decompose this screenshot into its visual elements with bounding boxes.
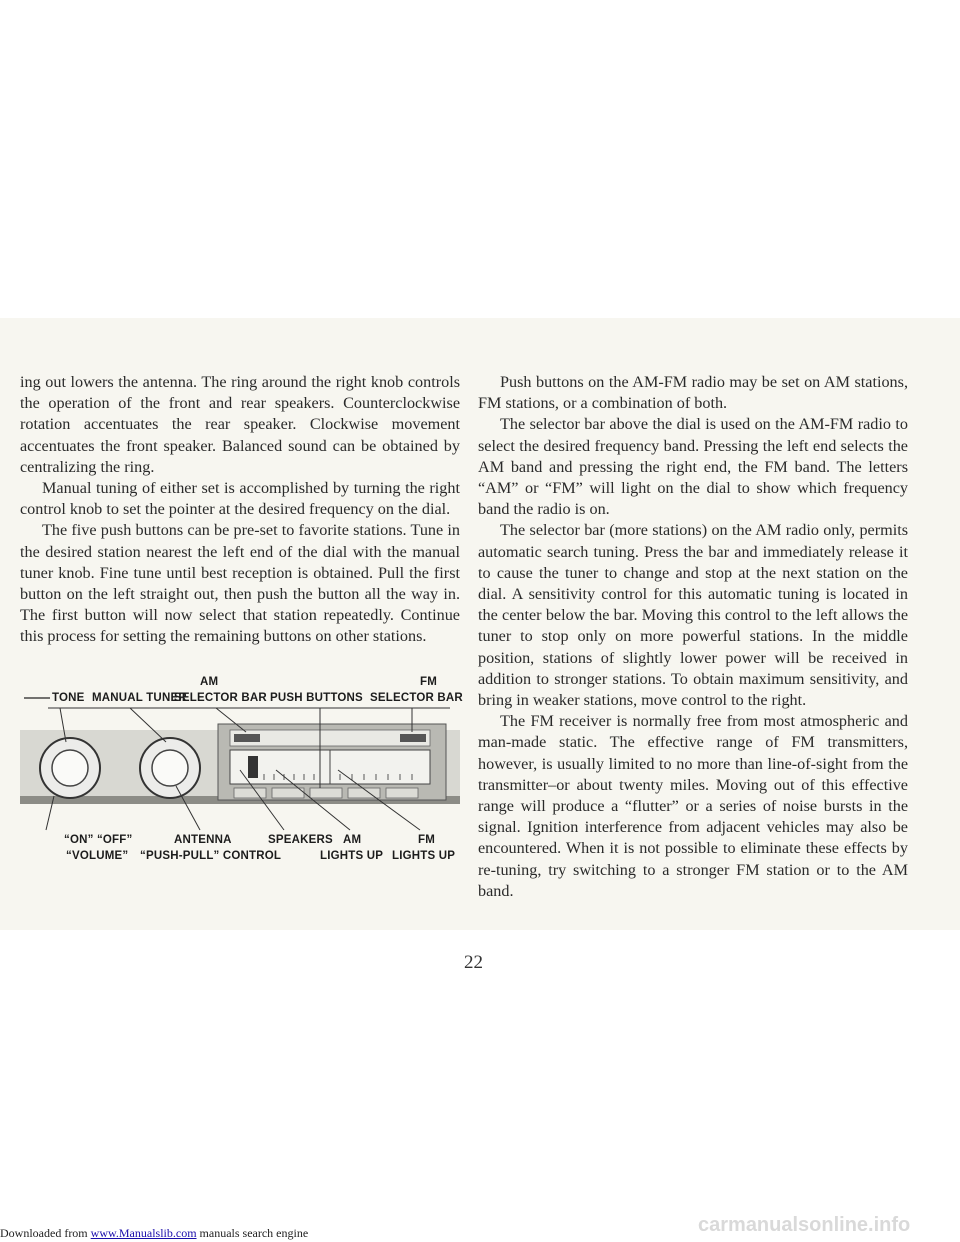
label-am-top: AM: [200, 676, 219, 688]
left-column: [20, 372, 460, 648]
selector-bar-fm-end: [400, 734, 426, 742]
push-button: [234, 788, 266, 798]
manualslib-link[interactable]: www.Manualslib.com: [90, 1226, 197, 1240]
label-fm-top: FM: [420, 676, 438, 688]
paragraph: The FM receiver is normally free from most atmospheric and man-made static. The effective range of FM transmitters, however, is usually limited to no more than line-of-sight from the transmitter–or about twenty miles. Moving out of this effective range will produce a “flutter” or a series of noise bursts in the signal. Ignition interference from adjacent vehicles may also be encountered. When it is not possible to eliminate these effects by re-tuning, try switching to a stronger FM station or to the AM band.: [478, 712, 908, 900]
label-fm-bottom: FM: [418, 834, 436, 846]
dial-pointer: [248, 756, 258, 778]
label-am-bottom: AM: [343, 834, 362, 846]
paragraph: Push buttons on the AM-FM radio may be set on AM stations, FM stations, or a combination of both.: [478, 373, 908, 413]
label-selector-bar-am: SELECTOR BAR: [174, 692, 267, 704]
label-on-off: “ON” “OFF”: [64, 834, 133, 846]
label-manual-tuner: MANUAL TUNER: [92, 692, 187, 704]
download-footer: [0, 1226, 308, 1241]
label-antenna: ANTENNA: [174, 834, 232, 846]
paragraph: The five push buttons can be pre-set to favorite stations. Tune in the desired station nearest the left end of the dial with the manual tuner knob. Fine tune until best reception is obtained. Pull the first button on the left straight out, then push the button all the way in. The first button will now select that station repeatedly. Continue this process for setting the remaining buttons on other stations.: [20, 521, 460, 646]
watermark: carmanualsonline.info: [698, 1214, 911, 1236]
label-tone: TONE: [52, 692, 85, 704]
label-fm-lights-up: LIGHTS UP: [392, 850, 456, 862]
download-suffix: manuals search engine: [199, 1226, 309, 1240]
paragraph: The selector bar above the dial is used on the AM-FM radio to select the desired frequency band. Pressing the left end selects the AM band and pressing the right end, the FM band. The letters “AM” or “FM” will light on the dial to show which frequency band the radio is on.: [478, 415, 908, 519]
radio-diagram: [20, 670, 463, 870]
right-knob: [152, 750, 188, 786]
paragraph: ing out lowers the antenna. The ring around the right knob controls the operation of the front and rear speakers. Counterclockwise rotation accentuates the rear speaker. Clockwise movement accentuates the front speaker. Balanced sound can be obtained by centralizing the ring.: [20, 373, 460, 476]
page-number: 22: [464, 952, 483, 973]
label-speakers: SPEAKERS: [268, 834, 333, 846]
paragraph: The selector bar (more stations) on the AM radio only, permits automatic search tuning. Press the bar and immediately release it to cause the tuner to change and stop at the next station on the dial. A sensitivity control for this automatic tuning is located in the center below the bar. Moving this control to the left allows the tuner to stop only on more powerful stations. In the middle position, stations of slightly lower power will be received in addition to stronger stations. To obtain maximum sensitivity, and bring in weaker stations, move control to the right.: [478, 521, 908, 710]
push-button: [272, 788, 304, 798]
download-prefix: Downloaded from: [0, 1226, 88, 1240]
label-volume: “VOLUME”: [66, 850, 129, 862]
paragraph: Manual tuning of either set is accomplished by turning the right control knob to set the pointer at the desired frequency on the dial.: [20, 479, 460, 519]
right-column: [478, 372, 908, 902]
label-push-pull-control: “PUSH-PULL” CONTROL: [140, 850, 282, 862]
label-am-lights-up: LIGHTS UP: [320, 850, 384, 862]
push-button: [310, 788, 342, 798]
left-knob: [52, 750, 88, 786]
label-push-buttons: PUSH BUTTONS: [270, 692, 363, 704]
label-selector-bar-fm: SELECTOR BAR: [370, 692, 463, 704]
selector-bar-am-end: [234, 734, 260, 742]
push-button: [386, 788, 418, 798]
